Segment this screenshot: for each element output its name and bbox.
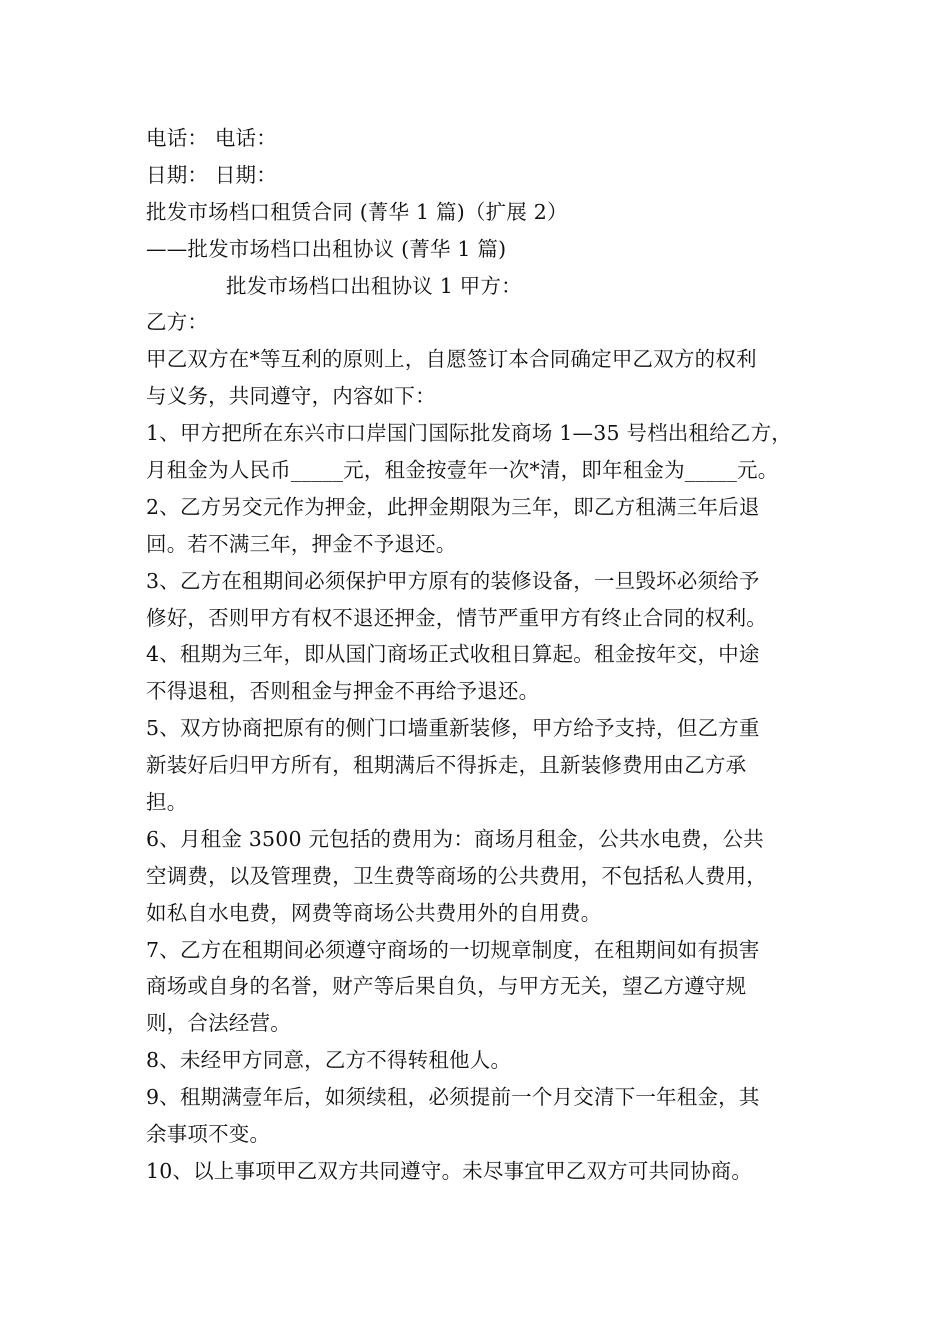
clause-6-line-1: 6、月租金 3500 元包括的费用为：商场月租金，公共水电费，公共 <box>146 826 764 851</box>
clause-6-line-2: 空调费，以及管理费，卫生费等商场的公共费用，不包括私人费用， <box>146 863 767 888</box>
clause-10-line-1: 10、以上事项甲乙双方共同遵守。未尽事宜甲乙双方可共同协商。 <box>146 1158 753 1183</box>
clause-1-line-2: 月租金为人民币_____元，租金按壹年一次*清，即年租金为_____元。 <box>146 458 779 483</box>
preamble-line-2: 与义务，共同遵守，内容如下： <box>146 384 436 409</box>
clause-7-line-3: 则，合法经营。 <box>146 1011 291 1036</box>
clause-2-line-2: 回。若不满三年，押金不予退还。 <box>146 531 457 556</box>
clause-4-line-2: 不得退租，否则租金与押金不再给予退还。 <box>146 679 540 704</box>
agreement-heading: 批发市场档口出租协议 1 甲方： <box>226 273 522 298</box>
party-b-line: 乙方： <box>146 310 209 335</box>
clause-3-line-1: 3、乙方在租期间必须保护甲方原有的装修设备，一旦毁坏必须给予 <box>146 568 760 593</box>
date-line: 日期： 日期： <box>146 162 277 187</box>
clause-4-line-1: 4、租期为三年，即从国门商场正式收租日算起。租金按年交，中途 <box>146 642 760 667</box>
preamble-line-1: 甲乙双方在*等互利的原则上，自愿签订本合同确定甲乙双方的权利 <box>146 347 757 372</box>
clause-1-line-1: 1、甲方把所在东兴市口岸国门国际批发商场 1—35 号档出租给乙方， <box>146 421 793 446</box>
contract-title: 批发市场档口租赁合同 (菁华 1 篇)（扩展 2） <box>146 199 568 224</box>
clause-3-line-2: 修好，否则甲方有权不退还押金，情节严重甲方有终止合同的权利。 <box>146 605 767 630</box>
clause-6-line-3: 如私自水电费，网费等商场公共费用外的自用费。 <box>146 900 602 925</box>
clause-7-line-2: 商场或自身的名誉，财产等后果自负，与甲方无关，望乙方遵守规 <box>146 974 747 999</box>
clause-5-line-1: 5、双方协商把原有的侧门口墙重新装修，甲方给予支持，但乙方重 <box>146 716 760 741</box>
clause-5-line-3: 担。 <box>146 790 188 815</box>
phone-line: 电话： 电话： <box>146 126 277 150</box>
clause-7-line-1: 7、乙方在租期间必须遵守商场的一切规章制度，在租期间如有损害 <box>146 937 760 962</box>
clause-9-line-1: 9、租期满壹年后，如须续租，必须提前一个月交清下一年租金，其 <box>146 1085 760 1110</box>
clause-9-line-2: 余事项不变。 <box>146 1122 271 1147</box>
clause-8-line-1: 8、未经甲方同意，乙方不得转租他人。 <box>146 1048 512 1073</box>
clause-2-line-1: 2、乙方另交元作为押金，此押金期限为三年，即乙方租满三年后退 <box>146 494 760 519</box>
contract-subtitle: ——批发市场档口出租协议 (菁华 1 篇) <box>146 236 507 261</box>
document-body <box>146 120 816 1190</box>
clause-5-line-2: 新装好后归甲方所有，租期满后不得拆走，且新装修费用由乙方承 <box>146 753 747 778</box>
